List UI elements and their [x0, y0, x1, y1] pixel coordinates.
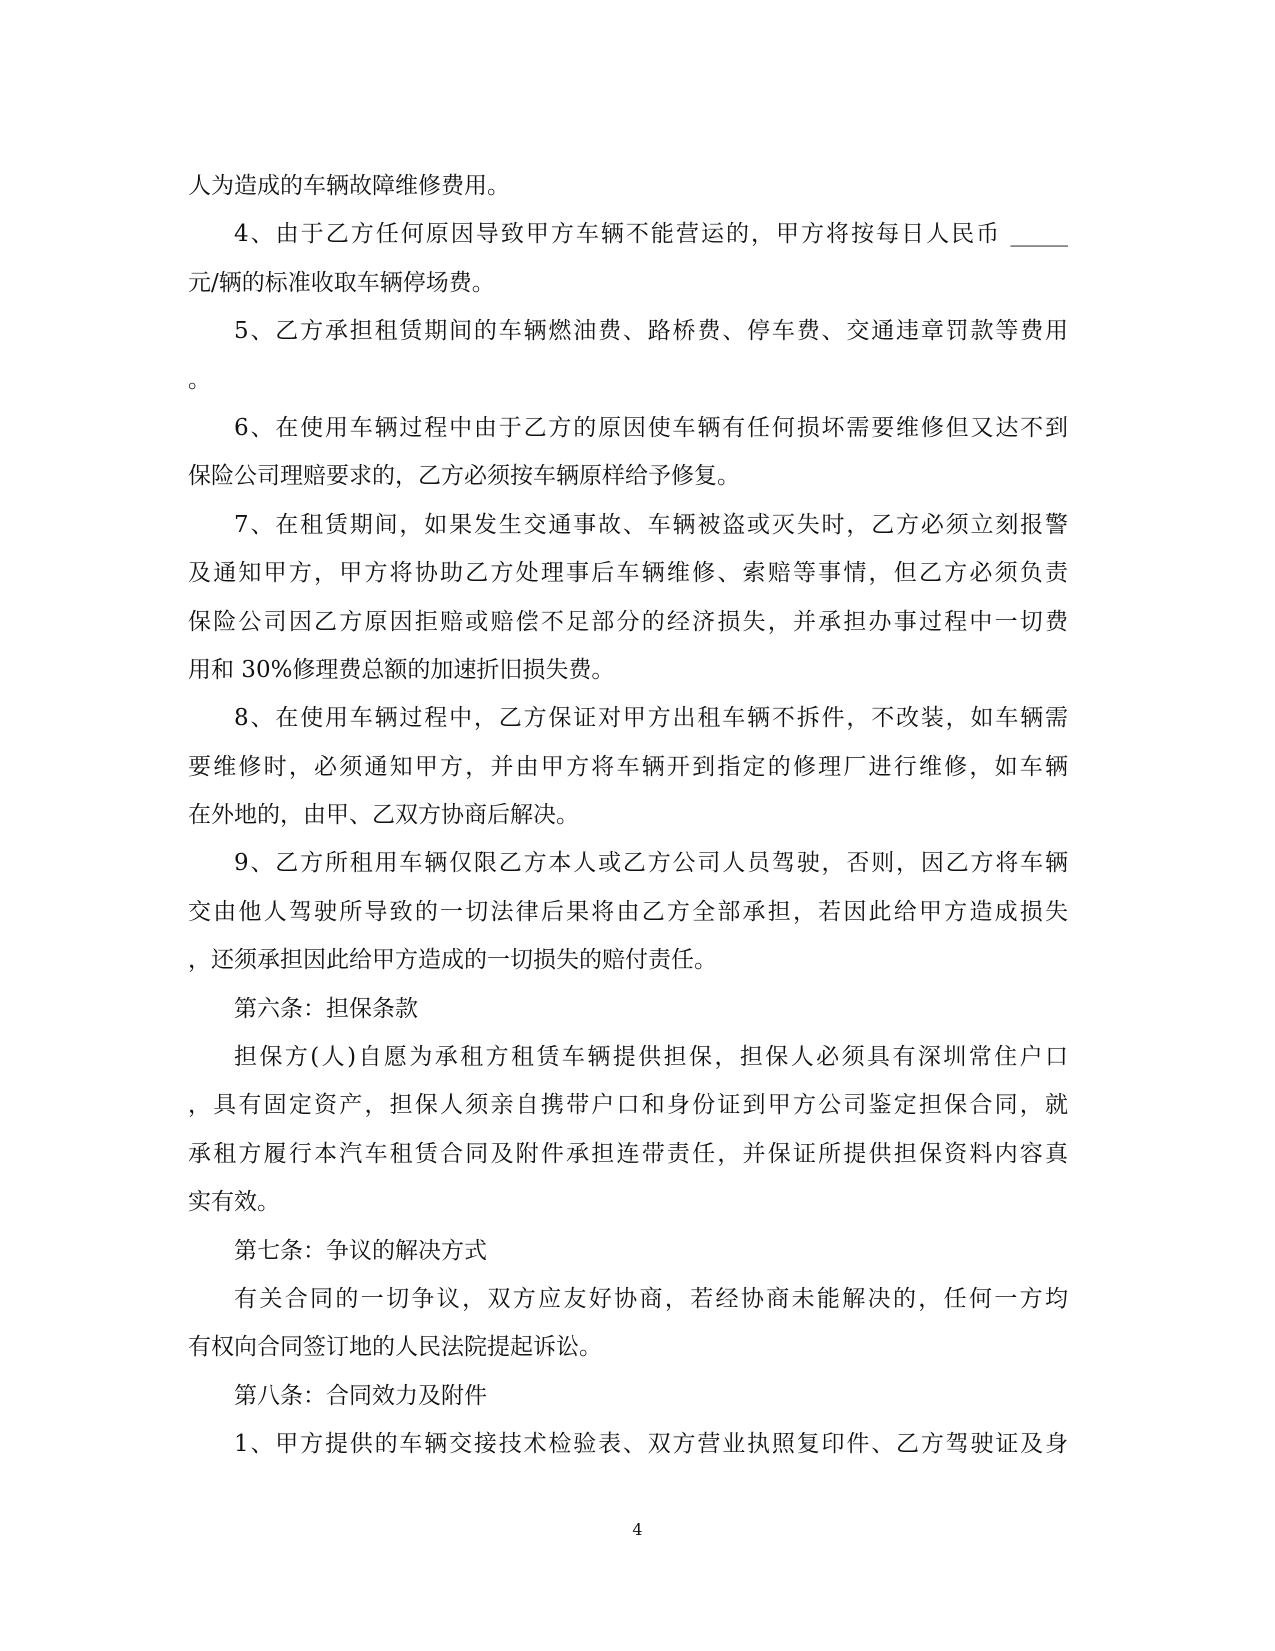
text-line: 第八条：合同效力及附件: [234, 1382, 487, 1409]
text-line: ，具有固定资产，担保人须亲自携带户口和身份证到甲方公司鉴定担保合同，就: [188, 1092, 1068, 1119]
text-line: 用和 30%修理费总额的加速折旧损失费。: [188, 656, 615, 683]
text-line: 1、甲方提供的车辆交接技术检验表、双方营业执照复印件、乙方驾驶证及身: [234, 1431, 1068, 1458]
text-line: 要维修时，必须通知甲方，并由甲方将车辆开到指定的修理厂进行维修，如车辆: [188, 753, 1068, 780]
text-line: 担保方(人)自愿为承租方租赁车辆提供担保，担保人必须具有深圳常住户口: [234, 1044, 1068, 1071]
page-number: 4: [632, 1520, 643, 1539]
text-line: 及通知甲方，甲方将协助乙方处理事后车辆维修、索赔等事情，但乙方必须负责: [188, 560, 1068, 587]
text-line: 在外地的，由甲、乙双方协商后解决。: [188, 802, 579, 829]
text-line: 6、在使用车辆过程中由于乙方的原因使车辆有任何损坏需要维修但又达不到: [234, 414, 1068, 441]
text-line: 第七条：争议的解决方式: [234, 1237, 487, 1264]
text-line: 有权向合同签订地的人民法院提起诉讼。: [188, 1334, 602, 1361]
text-line: 第六条：担保条款: [234, 995, 418, 1022]
text-line: 有关合同的一切争议，双方应友好协商，若经协商未能解决的，任何一方均: [234, 1285, 1068, 1312]
text-line: 实有效。: [188, 1189, 280, 1216]
text-line: 。: [188, 366, 211, 393]
text-line: 承租方履行本汽车租赁合同及附件承担连带责任，并保证所提供担保资料内容真: [188, 1140, 1068, 1167]
text-line: ，还须承担因此给甲方造成的一切损失的赔付责任。: [188, 947, 717, 974]
text-line: 保险公司理赔要求的，乙方必须按车辆原样给予修复。: [188, 463, 740, 490]
body-text: [188, 162, 1068, 1469]
text-line: 保险公司因乙方原因拒赔或赔偿不足部分的经济损失，并承担办事过程中一切费: [188, 608, 1068, 635]
text-line: 5、乙方承担租赁期间的车辆燃油费、路桥费、停车费、交通违章罚款等费用: [234, 318, 1068, 345]
text-line: 元/辆的标准收取车辆停场费。: [188, 269, 495, 296]
text-line: 9、乙方所租用车辆仅限乙方本人或乙方公司人员驾驶，否则，因乙方将车辆: [234, 850, 1068, 877]
text-line: 4、由于乙方任何原因导致甲方车辆不能营运的，甲方将按每日人民币 _____: [234, 221, 1068, 248]
text-line: 人为造成的车辆故障维修费用。: [188, 173, 510, 199]
text-line: 交由他人驾驶所导致的一切法律后果将由乙方全部承担，若因此给甲方造成损失: [188, 898, 1068, 925]
text-line: 7、在租赁期间，如果发生交通事故、车辆被盗或灭失时，乙方必须立刻报警: [234, 511, 1068, 538]
text-line: 8、在使用车辆过程中，乙方保证对甲方出租车辆不拆件，不改装，如车辆需: [234, 705, 1068, 732]
